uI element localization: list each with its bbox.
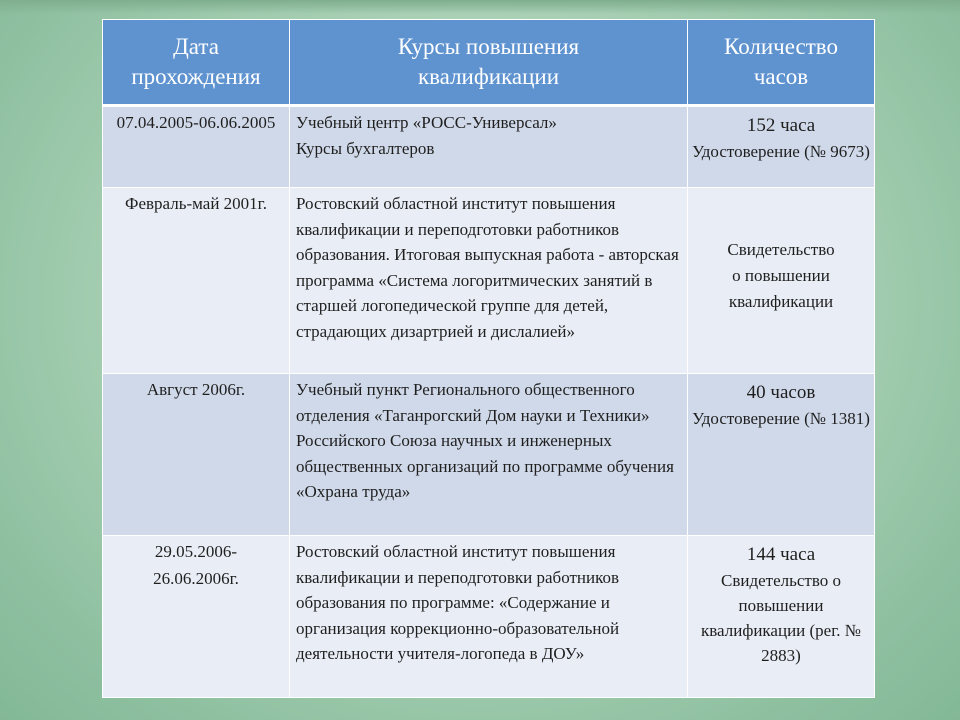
cell-hours bbox=[688, 374, 875, 536]
hours-document: Свидетельство о повышении квалификации (рег. № 2883) bbox=[700, 571, 862, 665]
cell-course: Ростовский областной институт повышения квалификации и переподготовки работников образования по программе: «Содержание и организация коррекционно-образовательной деятельности учителя-логопеда в ДОУ» bbox=[290, 536, 688, 698]
cell-hours bbox=[688, 188, 875, 374]
hours-document: Удостоверение (№ 9673) bbox=[692, 142, 870, 161]
hours-count: 152 часа bbox=[746, 115, 816, 136]
hours-count: 40 часов bbox=[746, 382, 816, 403]
cell-course: Ростовский областной институт повышения квалификации и переподготовки работников образования. Итоговая выпускная работа - авторская программа «Система логоритмических занятий в старшей логопедической группе для детей, страдающих дизартрией и дислалией» bbox=[290, 188, 688, 374]
table-row bbox=[103, 188, 875, 374]
cell-course: Учебный центр «РОСС-Универсал» Курсы бухгалтеров bbox=[290, 106, 688, 188]
table-row bbox=[103, 374, 875, 536]
cell-date: 07.04.2005-06.06.2005 bbox=[103, 106, 290, 188]
hours-count: 144 часа bbox=[746, 544, 816, 565]
table-row bbox=[103, 536, 875, 698]
table-row bbox=[103, 106, 875, 188]
header-course: Курсы повышения квалификации bbox=[290, 20, 688, 106]
courses-table bbox=[102, 19, 875, 698]
header-row bbox=[103, 20, 875, 106]
cell-hours bbox=[688, 106, 875, 188]
top-band bbox=[0, 0, 960, 14]
header-hours: Количество часов bbox=[688, 20, 875, 106]
hours-document: Свидетельство о повышении квалификации bbox=[727, 239, 835, 311]
hours-document: Удостоверение (№ 1381) bbox=[692, 409, 870, 428]
cell-date: 29.05.2006- 26.06.2006г. bbox=[103, 536, 290, 698]
header-date: Дата прохождения bbox=[103, 20, 290, 106]
cell-course: Учебный пункт Регионального общественного отделения «Таганрогский Дом науки и Техники» Российского Союза научных и инженерных общественных организаций по программе обучения «Охрана труда» bbox=[290, 374, 688, 536]
cell-date: Август 2006г. bbox=[103, 374, 290, 536]
cell-date: Февраль-май 2001г. bbox=[103, 188, 290, 374]
cell-hours bbox=[688, 536, 875, 698]
